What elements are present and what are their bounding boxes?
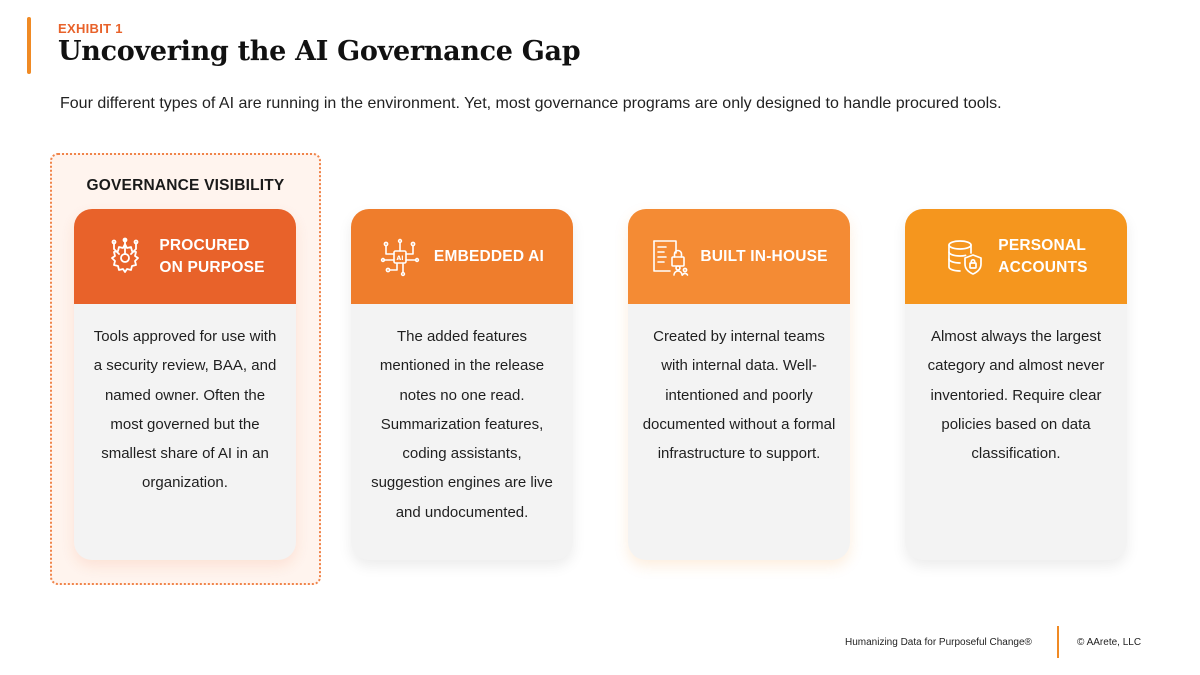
card-title: [159, 235, 264, 279]
card-header: [74, 209, 296, 304]
card-description: Tools approved for use with a security review, BAA, and named owner. Often the most governed but the smallest share of AI in an organization.: [93, 328, 277, 492]
database-lock-icon: [944, 237, 984, 277]
card-title: [434, 246, 544, 268]
footer-copyright: © AArete, LLC: [1077, 637, 1142, 648]
card-embedded-ai: [351, 209, 573, 560]
card-title-line1: PROCURED: [159, 236, 250, 254]
card-description: Created by internal teams with internal data. Well-intentioned and poorly documented without a formal infrastructure to support.: [642, 328, 836, 463]
card-header: [351, 209, 573, 304]
footer-tagline: Humanizing Data for Purposeful Change®: [845, 637, 1032, 648]
card-title-line1: EMBEDDED AI: [433, 247, 545, 265]
card-procured-on-purpose: [74, 209, 296, 560]
exhibit-label: EXHIBIT 1: [58, 21, 123, 36]
card-personal-accounts: [905, 209, 1127, 560]
page-subtitle: Four different types of AI are running in the environment. Yet, most governance programs are only designed to handle procured tools.: [60, 95, 1002, 112]
card-header: [628, 209, 850, 304]
accent-bar: [27, 17, 31, 74]
card-description: Almost always the largest category and almost never inventoried. Require clear policies based on data classification.: [927, 328, 1105, 463]
card-title-line1: PERSONAL: [998, 236, 1087, 254]
governance-visibility-label: GOVERNANCE VISIBILITY: [86, 177, 285, 194]
card-title: [998, 235, 1087, 279]
page-title: Uncovering the AI Governance Gap: [58, 36, 581, 67]
ai-chip-icon: [380, 237, 420, 277]
secure-document-team-icon: [650, 237, 690, 277]
card-header: [905, 209, 1127, 304]
footer-divider: [1057, 626, 1059, 658]
card-title-line2: ACCOUNTS: [998, 258, 1088, 276]
card-title: [700, 246, 827, 268]
gear-circuit-icon: [105, 237, 145, 277]
card-title-line1: BUILT IN-HOUSE: [700, 247, 828, 265]
card-built-in-house: [628, 209, 850, 560]
svg-text:AI: AI: [396, 254, 404, 262]
card-title-line2: ON PURPOSE: [159, 258, 265, 276]
card-description: The added features mentioned in the release notes no one read. Summarization features, coding assistants, suggestion engines are live and undocumented.: [371, 328, 553, 521]
